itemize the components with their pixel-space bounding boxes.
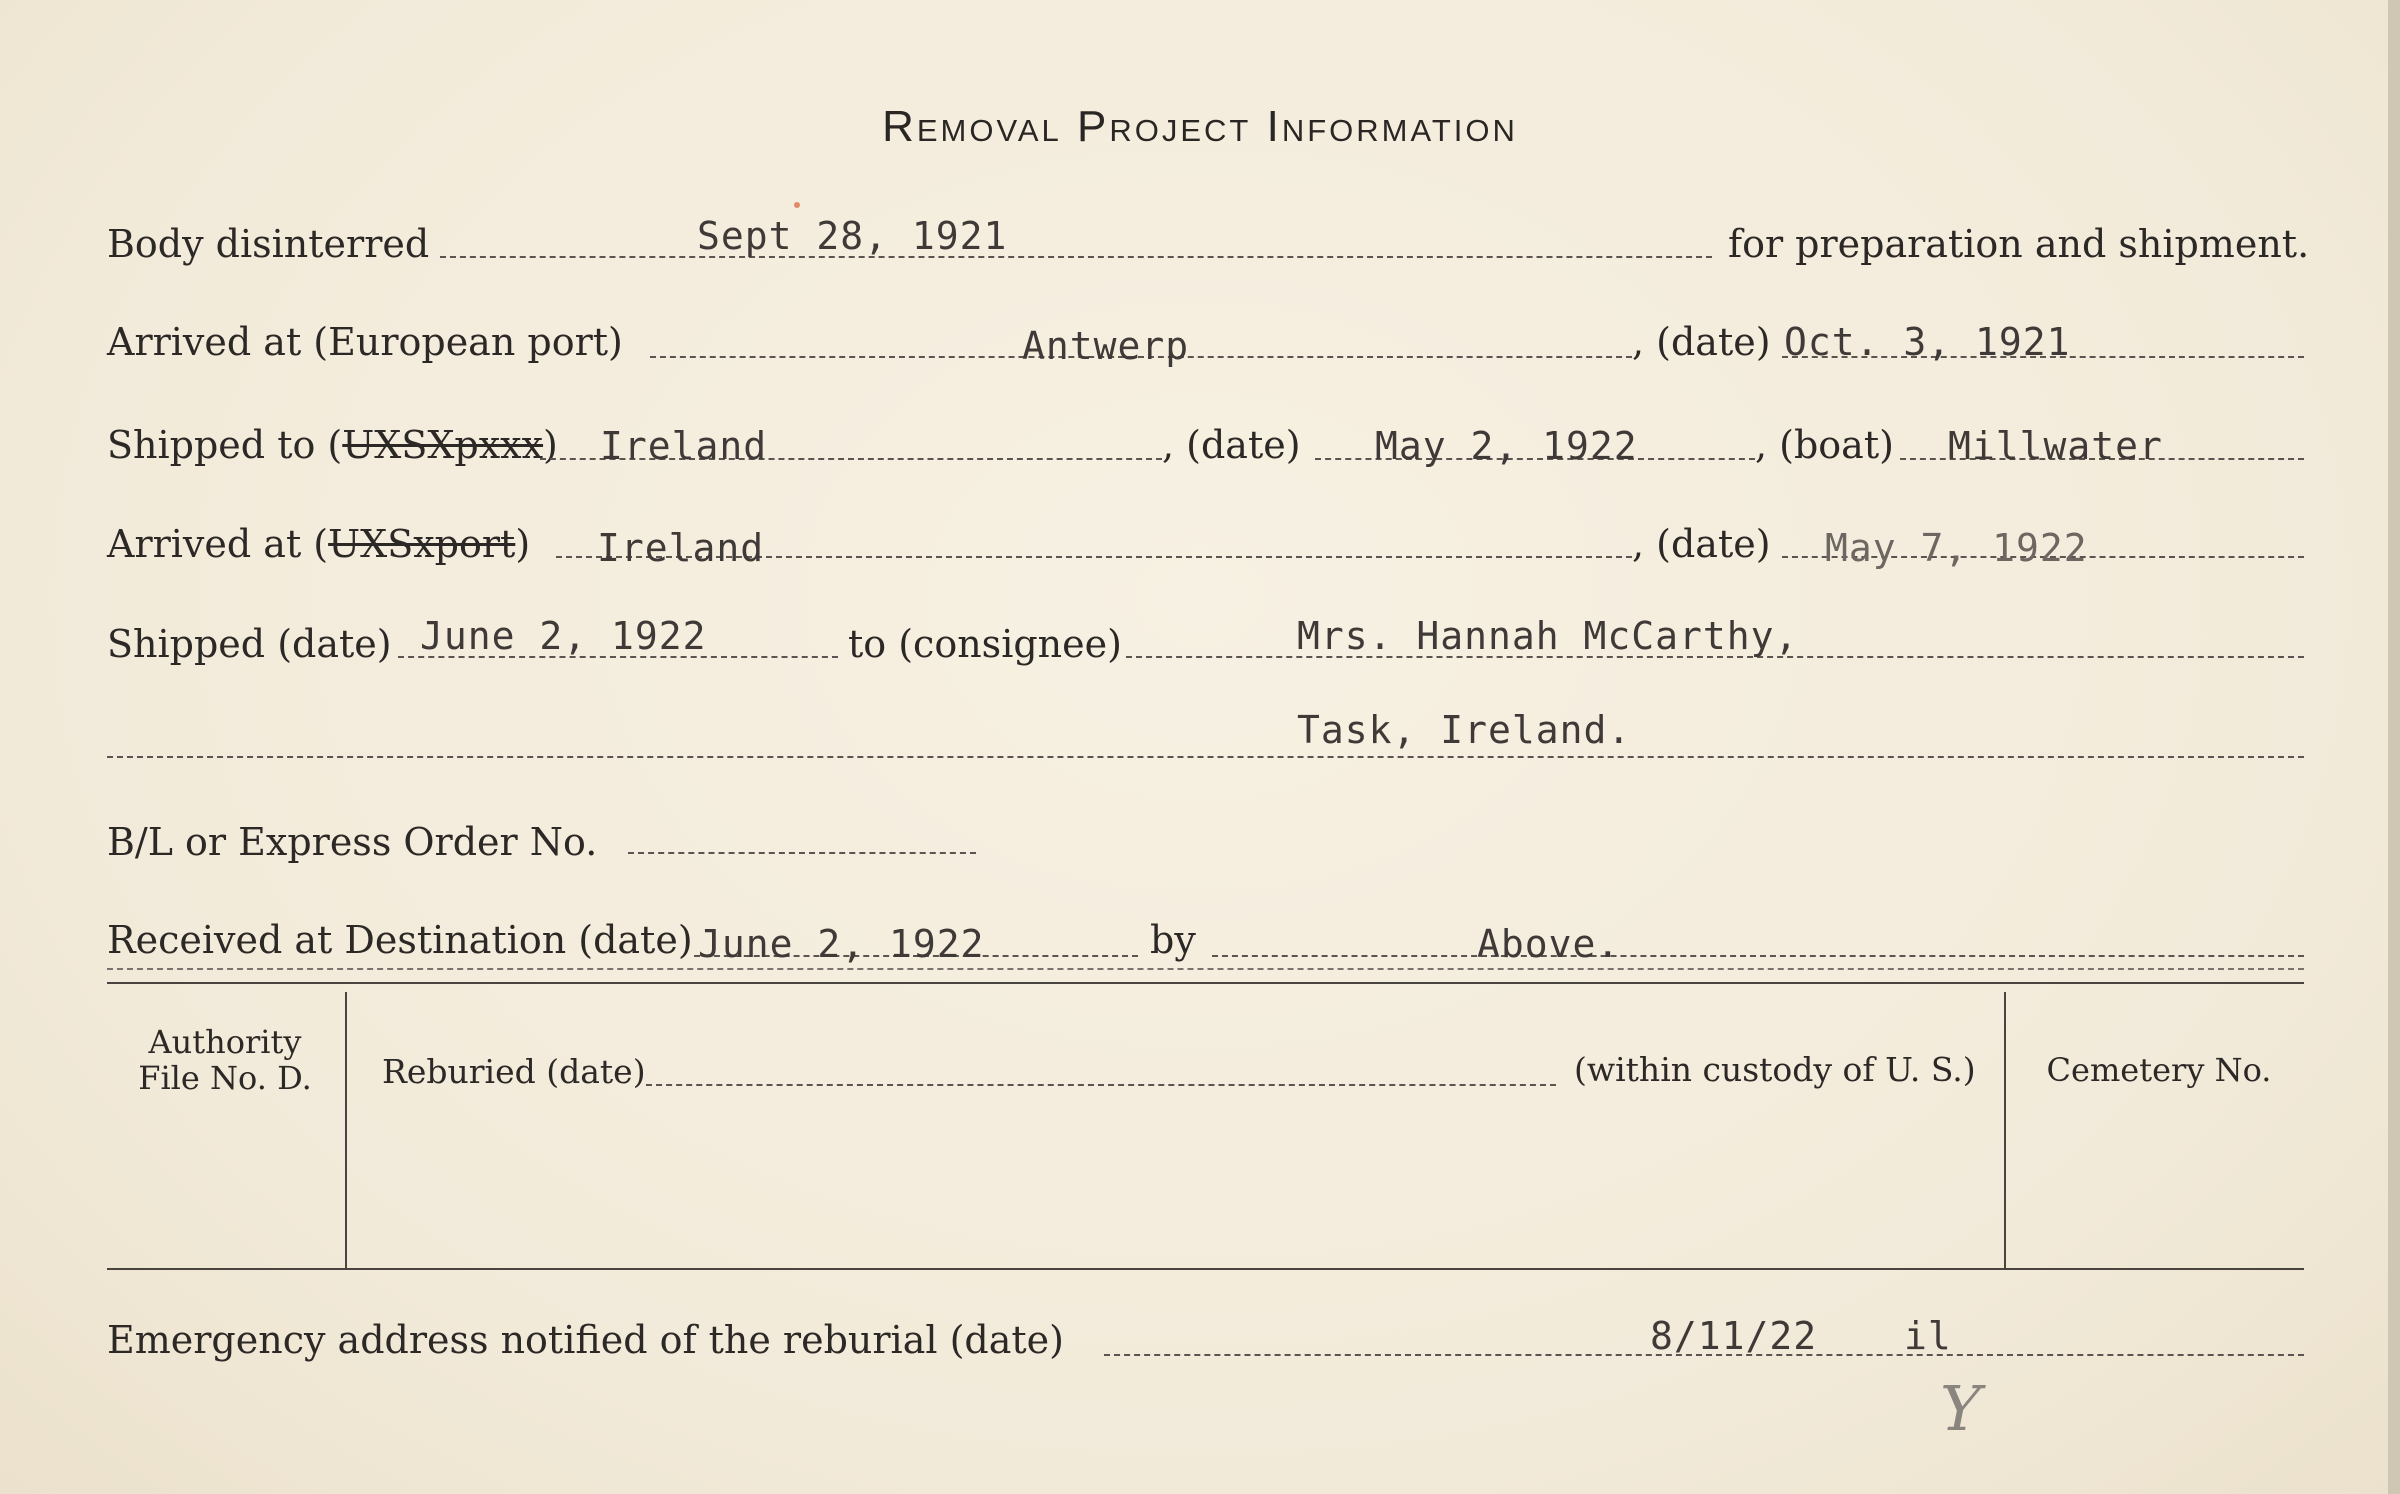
shipped-to-struck-text: UXSXpxxx (342, 423, 544, 467)
arrived-at-date: May 7, 1922 (1825, 526, 2088, 570)
consignee-address: Task, Ireland. (1297, 708, 1632, 752)
consignee-address-line (107, 756, 2304, 758)
arrived-at-value: Ireland (597, 526, 765, 570)
received-by-line (1212, 955, 2304, 957)
table-divider-right (2004, 992, 2006, 1268)
received-by-label: by (1150, 918, 1196, 962)
arrived-eu-port: Antwerp (1022, 324, 1190, 368)
shipped-to-date: May 2, 1922 (1375, 424, 1638, 468)
shipped-to-boat-label: , (boat) (1755, 423, 1894, 467)
shipped-to-boat: Millwater (1948, 424, 2163, 468)
bl-order-line (628, 852, 976, 854)
shipped-to-label: Shipped to (UXSXpxxx) (107, 423, 558, 467)
received-label: Received at Destination (date) (107, 918, 693, 962)
arrived-at-struck-text: UXSxport (328, 522, 516, 566)
consignee-label: to (consignee) (848, 622, 1122, 666)
arrived-at-label: Arrived at (UXSxport) (107, 522, 531, 566)
handwritten-mark: Y (1940, 1372, 1981, 1445)
custody-label: (within custody of U. S.) (1574, 1050, 1976, 1089)
received-by-value: Above. (1477, 922, 1621, 966)
emergency-label: Emergency address notified of the reburial (date) (107, 1318, 1064, 1362)
table-bottom-line (107, 1268, 2304, 1270)
body-disinterred-label: Body disinterred (107, 222, 430, 266)
table-divider-left (345, 992, 347, 1268)
arrived-eu-label: Arrived at (European port) (107, 320, 623, 364)
arrived-eu-date: Oct. 3, 1921 (1784, 320, 2071, 364)
table-top-dash (107, 968, 2304, 970)
bl-order-label: B/L or Express Order No. (107, 820, 598, 864)
received-date: June 2, 1922 (698, 922, 985, 966)
ink-speck (794, 202, 800, 208)
cemetery-no-label: Cemetery No. (2046, 1051, 2272, 1089)
reburied-date-label: Reburied (date) (382, 1052, 646, 1091)
emergency-initials: il (1904, 1314, 1952, 1358)
emergency-date: 8/11/22 (1650, 1314, 1818, 1358)
body-disinterred-suffix: for preparation and shipment. (1728, 222, 2310, 266)
shipped-date-label: Shipped (date) (107, 622, 392, 666)
arrived-at-date-label: , (date) (1632, 522, 1771, 566)
consignee-value: Mrs. Hannah McCarthy, (1297, 614, 1799, 658)
reburied-date-line (646, 1084, 1556, 1086)
arrived-eu-date-label: , (date) (1632, 320, 1771, 364)
page-title: Removal Project Information (882, 102, 1518, 151)
shipped-to-value: Ireland (600, 424, 768, 468)
authority-file-label: Authority File No. D. (138, 1023, 312, 1097)
card-edge (2388, 0, 2400, 1494)
table-top-line (107, 982, 2304, 984)
body-disinterred-value: Sept 28, 1921 (697, 214, 1008, 258)
shipped-to-date-label: , (date) (1162, 423, 1301, 467)
body-disinterred-line (440, 256, 1712, 258)
shipped-date-value: June 2, 1922 (420, 614, 707, 658)
